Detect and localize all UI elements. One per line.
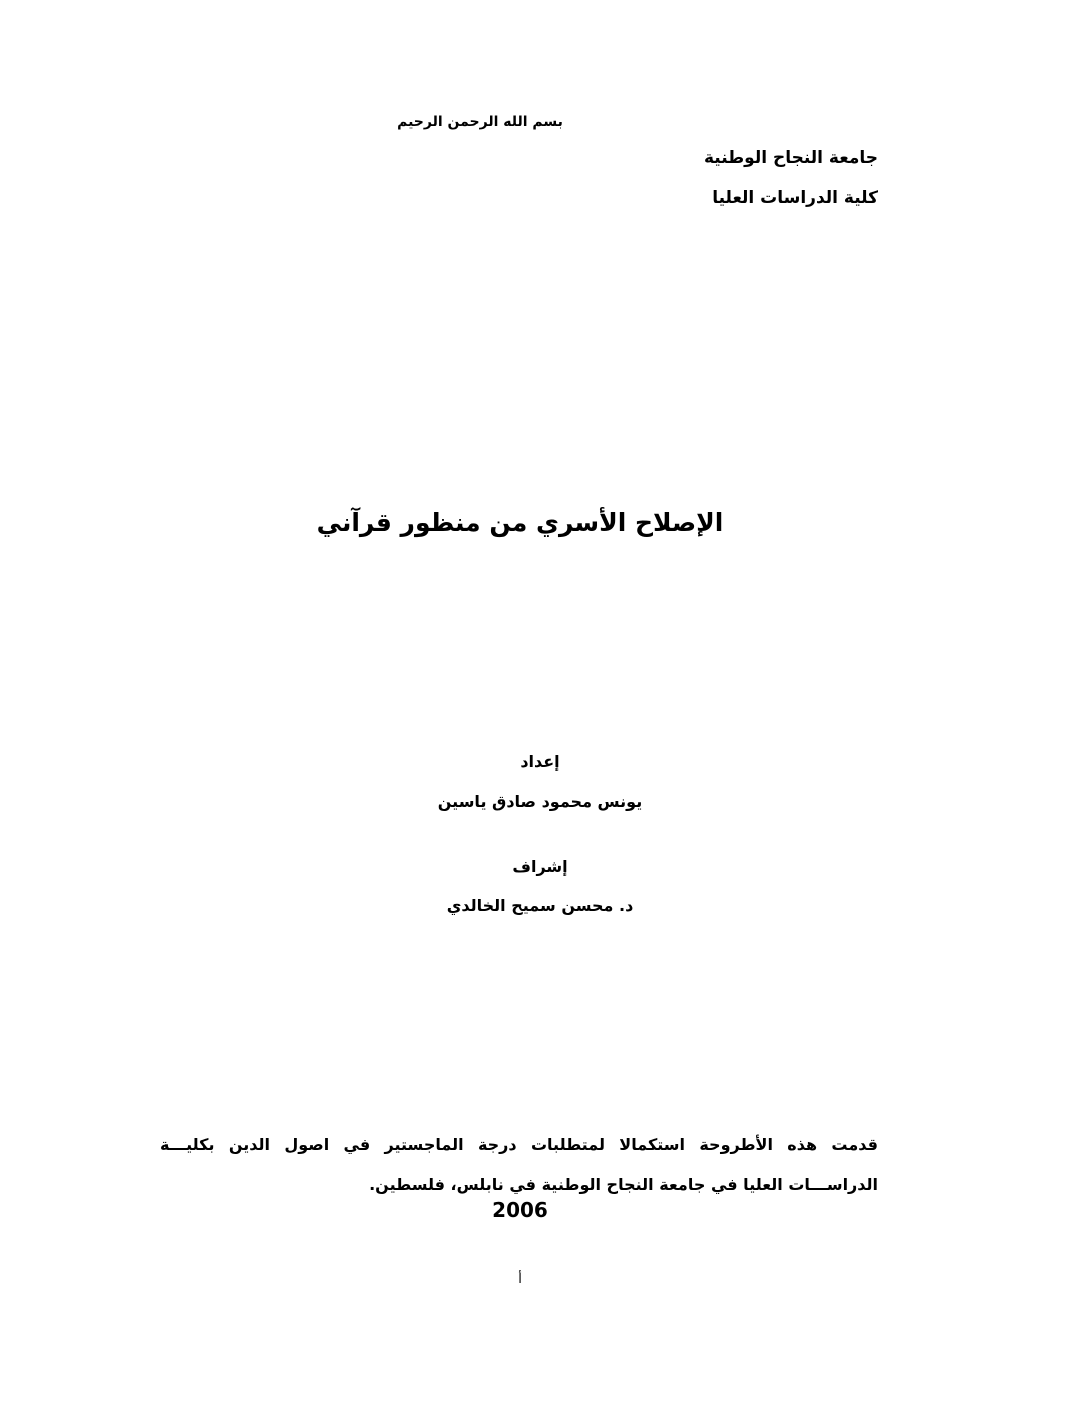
supervision-label: إشراف — [512, 857, 568, 876]
submission-note: قدمت هذه الأطروحة استكمالا لمتطلبات درجة الماجستير في اصول الدين بكليـــة الدراســـات العليا في جامعة النجاح الوطنية في نابلس، فلسطين. — [160, 1135, 878, 1194]
prepared-by-label: إعداد — [520, 752, 560, 771]
thesis-title: الإصلاح الأسري من منظور قرآني — [316, 508, 724, 537]
author-name: يونس محمود صادق ياسين — [437, 792, 643, 811]
university-name: جامعة النجاح الوطنية — [703, 148, 878, 168]
basmala: بسم الله الرحمن الرحيم — [397, 114, 563, 130]
submission-year: 2006 — [492, 1198, 548, 1222]
supervisor-name: د. محسن سميح الخالدي — [446, 896, 634, 915]
page-number: أ — [518, 1272, 522, 1287]
faculty-name: كلية الدراسات العليا — [712, 188, 878, 208]
